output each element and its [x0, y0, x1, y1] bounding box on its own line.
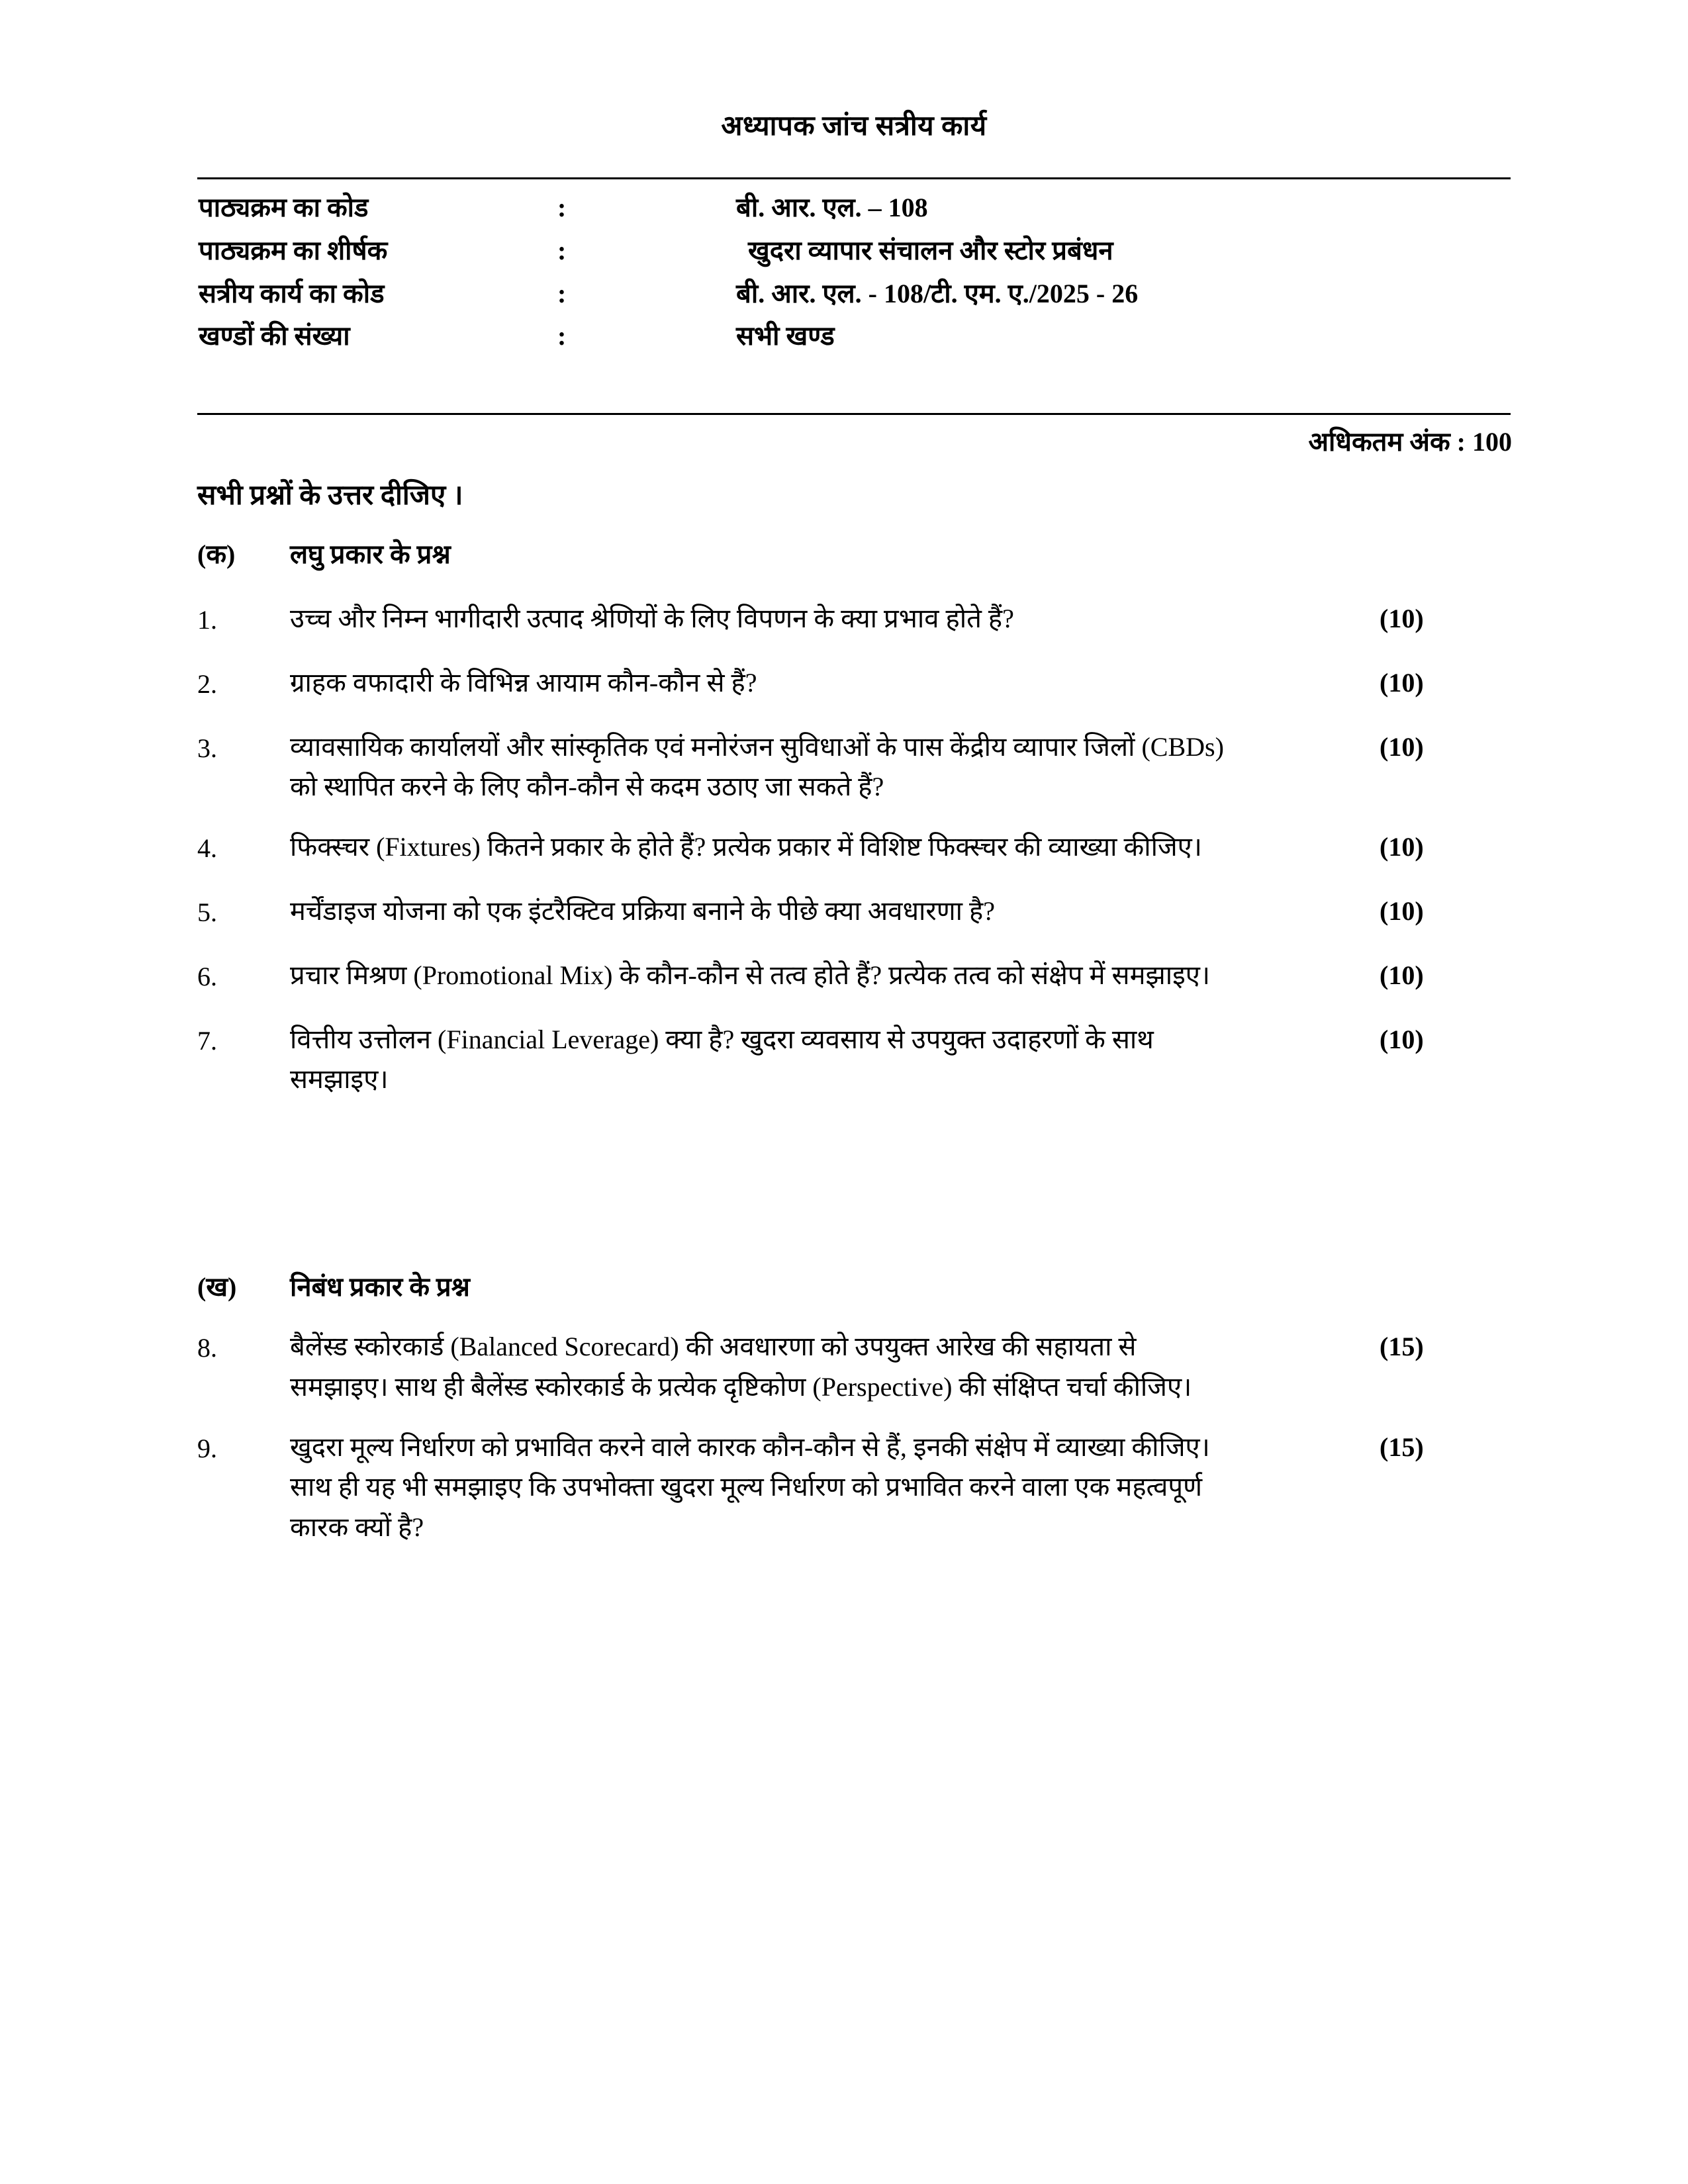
- question-number: 7.: [197, 1025, 217, 1056]
- course-meta-table: [199, 187, 1516, 358]
- question-marks: (10): [1380, 960, 1424, 990]
- section-heading-a: [197, 535, 1512, 571]
- question-item: [197, 727, 1515, 808]
- question-item: [197, 599, 1515, 641]
- question-line: समझाइए।: [290, 1064, 389, 1095]
- meta-colon: :: [557, 278, 567, 308]
- question-number: 9.: [197, 1433, 217, 1463]
- question-list-b: [197, 1327, 1515, 1568]
- question-text: [290, 1327, 1356, 1408]
- question-item: [197, 1428, 1515, 1548]
- question-line: मर्चेंडाइज योजना को एक इंटरैक्टिव प्रक्रिया बनाने के पीछे क्या अवधारणा है?: [290, 895, 996, 926]
- meta-value-blocks-count: सभी खण्ड: [736, 321, 835, 351]
- header-rule-top: [197, 177, 1511, 179]
- maximum-marks: अधिकतम अंक : 100: [1308, 427, 1512, 457]
- table-row: [199, 187, 1516, 230]
- page-title: अध्यापक जांच सत्रीय कार्य: [721, 111, 987, 142]
- question-line: वित्तीय उत्तोलन (Financial Leverage) क्या है? खुदरा व्यवसाय से उपयुक्त उदाहरणों के साथ: [290, 1024, 1154, 1054]
- question-item: [197, 663, 1515, 705]
- question-text: [290, 1428, 1356, 1548]
- instruction-text: सभी प्रश्नों के उत्तर दीजिए ।: [197, 480, 463, 511]
- question-line: साथ ही यह भी समझाइए कि उपभोक्ता खुदरा मूल्य निर्धारण को प्रभावित करने वाला एक महत्वपूर्ण: [290, 1472, 1203, 1502]
- question-marks: (10): [1380, 895, 1424, 926]
- header-rule-bottom: [197, 413, 1511, 415]
- question-item: [197, 827, 1515, 869]
- question-number: 3.: [197, 733, 217, 763]
- table-row: [199, 315, 1516, 358]
- section-label-b: निबंध प्रकार के प्रश्न: [290, 1272, 470, 1302]
- question-text: [290, 599, 1356, 639]
- meta-value-assignment-code: बी. आर. एल. - 108/टी. एम. ए./2025 - 26: [736, 278, 1139, 308]
- meta-colon: :: [557, 235, 567, 265]
- question-marks: (10): [1380, 667, 1424, 698]
- question-marks: (10): [1380, 1024, 1424, 1054]
- meta-value-course-code: बी. आर. एल. – 108: [736, 193, 928, 222]
- meta-value-course-title: खुदरा व्यापार संचालन और स्टोर प्रबंधन: [748, 235, 1113, 265]
- section-label-a: लघु प्रकार के प्रश्न: [290, 539, 451, 569]
- question-item: [197, 1327, 1515, 1408]
- question-line: कारक क्यों है?: [290, 1512, 424, 1543]
- question-item: [197, 956, 1515, 997]
- question-marks: (10): [1380, 731, 1424, 762]
- question-line: फिक्स्चर (Fixtures) कितने प्रकार के होते हैं? प्रत्येक प्रकार में विशिष्ट फिक्स्चर की व्याख्या कीजिए।: [290, 832, 1202, 862]
- question-line: उच्च और निम्न भागीदारी उत्पाद श्रेणियों के लिए विपणन के क्या प्रभाव होते हैं?: [290, 604, 1014, 633]
- question-number: 1.: [197, 605, 217, 635]
- question-number: 4.: [197, 833, 217, 864]
- question-item: [197, 891, 1515, 933]
- table-row: [199, 273, 1516, 316]
- question-marks: (10): [1380, 604, 1424, 633]
- meta-colon: :: [557, 321, 567, 351]
- question-marks: (10): [1380, 832, 1424, 862]
- meta-label-assignment-code: सत्रीय कार्य का कोड: [199, 278, 385, 308]
- section-marker-b: (ख): [197, 1272, 237, 1302]
- question-line: बैलेंस्ड स्कोरकार्ड (Balanced Scorecard) की अवधारणा को उपयुक्त आरेख की सहायता से: [290, 1332, 1137, 1361]
- meta-colon: :: [557, 193, 567, 222]
- table-row: [199, 230, 1516, 273]
- meta-label-course-code: पाठ्यक्रम का कोड: [199, 193, 369, 222]
- question-text: [290, 663, 1356, 704]
- question-line: खुदरा मूल्य निर्धारण को प्रभावित करने वाले कारक कौन-कौन से हैं, इनकी संक्षेप में व्याख्या कीजिए।: [290, 1432, 1210, 1462]
- question-line: ग्राहक वफादारी के विभिन्न आयाम कौन-कौन से हैं?: [290, 667, 757, 698]
- question-text: [290, 827, 1356, 868]
- question-text: [290, 727, 1356, 808]
- question-number: 6.: [197, 961, 217, 991]
- section-heading-b: [197, 1267, 1512, 1304]
- question-line: व्यावसायिक कार्यालयों और सांस्कृतिक एवं मनोरंजन सुविधाओं के पास केंद्रीय व्यापार जिलों (CBDs): [290, 731, 1224, 762]
- question-marks: (15): [1380, 1332, 1424, 1361]
- section-marker-a: (क): [197, 539, 236, 569]
- question-line: प्रचार मिश्रण (Promotional Mix) के कौन-कौन से तत्व होते हैं? प्रत्येक तत्व को संक्षेप में समझाइए।: [290, 960, 1211, 990]
- question-number: 5.: [197, 897, 217, 927]
- question-line: समझाइए। साथ ही बैलेंस्ड स्कोरकार्ड के प्रत्येक दृष्टिकोण (Perspective) की संक्षिप्त चर्चा कीजिए।: [290, 1371, 1192, 1402]
- question-marks: (15): [1380, 1432, 1424, 1462]
- question-text: [290, 891, 1356, 932]
- meta-label-course-title: पाठ्यक्रम का शीर्षक: [199, 235, 388, 265]
- question-text: [290, 956, 1356, 996]
- question-list-a: [197, 599, 1515, 1120]
- question-number: 2.: [197, 668, 217, 699]
- question-line: को स्थापित करने के लिए कौन-कौन से कदम उठाए जा सकते हैं?: [290, 772, 884, 802]
- meta-label-blocks-count: खण्डों की संख्या: [199, 321, 350, 351]
- question-text: [290, 1020, 1356, 1101]
- question-number: 8.: [197, 1333, 217, 1363]
- question-item: [197, 1020, 1515, 1101]
